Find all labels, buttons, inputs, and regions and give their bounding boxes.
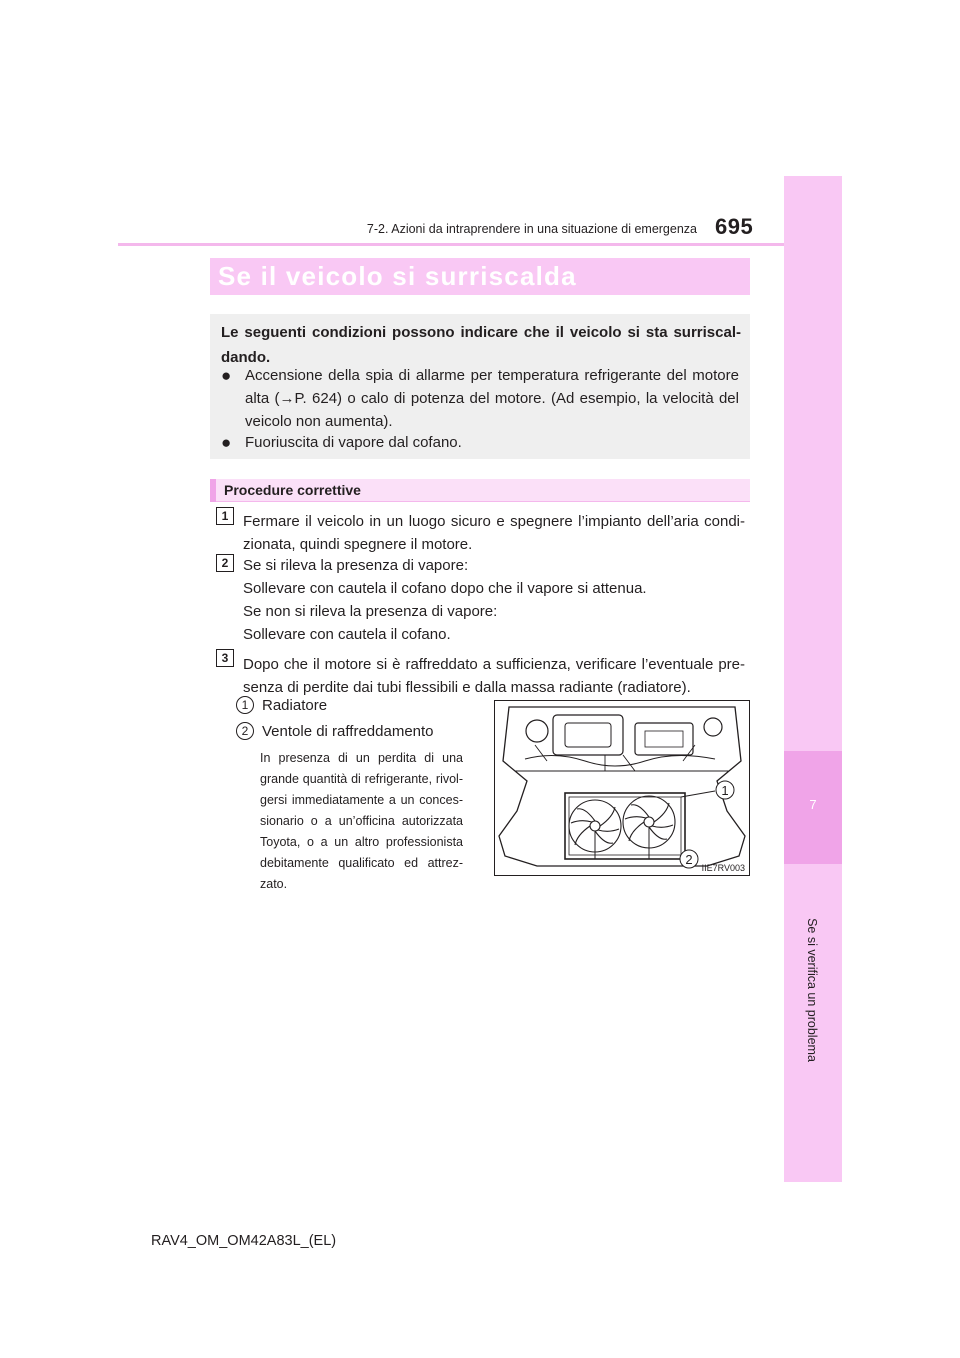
- step-line: Se non si rileva la presenza di vapore:: [243, 603, 498, 620]
- intro-bullet: [221, 364, 741, 436]
- bullet-line: alta (→P. 624) o calo di potenza del motore. (Ad esempio, la velocità del: [245, 390, 739, 407]
- legend-label-radiator: Radiatore: [262, 697, 328, 714]
- step-2-extra-text: [243, 600, 745, 646]
- bullet-line: Fuoriuscita di vapore dal cofano.: [245, 434, 462, 451]
- page-number: 695: [715, 214, 754, 239]
- step-number-1: 1: [216, 507, 234, 525]
- intro-bullet: [221, 431, 741, 455]
- figure-callout-2-label: 2: [685, 852, 693, 867]
- intro-text: [221, 320, 741, 370]
- procedure-heading: Procedure correttive: [224, 482, 361, 498]
- header-divider: [118, 243, 784, 246]
- engine-bay-illustration: [494, 700, 750, 876]
- step-line: Fermare il veicolo in un luogo sicuro e spegnere l’impianto dell’aria condi-: [243, 513, 745, 530]
- bullet-line: Accensione della spia di allarme per temperatura refrigerante del motore: [245, 367, 739, 384]
- legend-label-fans: Ventole di raffreddamento: [262, 723, 434, 740]
- step-number-2: 2: [216, 554, 234, 572]
- side-chapter-title: Se si verifica un problema: [805, 918, 819, 1062]
- bullet-text: [245, 431, 739, 454]
- step-line: senza di perdite dai tubi flessibili e dalla massa radiante (radiatore).: [243, 679, 691, 696]
- step-line: Se si rileva la presenza di vapore:: [243, 557, 469, 574]
- step-1-text: [243, 510, 745, 556]
- step-number-3: 3: [216, 649, 234, 667]
- bullet-icon: ●: [221, 433, 232, 452]
- step-3-text: [243, 653, 745, 699]
- bullet-icon: ●: [221, 366, 232, 385]
- step-line: zionata, quindi spegnere il motore.: [243, 536, 473, 553]
- intro-line: Le seguenti condizioni possono indicare che il veicolo si sta surriscal-dando.: [221, 324, 741, 366]
- side-chapter-number: 7: [809, 797, 817, 812]
- step-line: Sollevare con cautela il cofano.: [243, 626, 451, 643]
- figure-code: IIE7RV003: [701, 863, 745, 873]
- procedure-heading-accent: [210, 479, 216, 502]
- header-section-title: 7-2. Azioni da intraprendere in una situazione di emergenza: [366, 222, 697, 236]
- legend-callout-2: 2: [236, 722, 254, 740]
- bullet-line: veicolo non aumenta).: [245, 413, 393, 430]
- step-2-text: [243, 554, 745, 600]
- side-tab: [784, 176, 842, 751]
- bullet-text: [245, 364, 739, 433]
- legend-callout-1: 1: [236, 696, 254, 714]
- page-title: Se il veicolo si surriscalda: [218, 261, 577, 291]
- step-line: Dopo che il motore si è raffreddato a sufficienza, verificare l’eventuale pre-: [243, 656, 745, 673]
- step-line: Sollevare con cautela il cofano dopo che il vapore si attenua.: [243, 580, 647, 597]
- figure-callout-1-label: 1: [721, 783, 729, 798]
- engine-bay-drawing: [495, 701, 749, 875]
- footer-document-code: RAV4_OM_OM42A83L_(EL): [151, 1233, 337, 1249]
- note-text: In presenza di un perdita di una grande quantità di refrigerante, rivol-gersi immediatamente a un conces-sionario o a un’officina autorizzata Toyota, o a un altro professionista debitamente qualificato ed attrez-zato.: [260, 751, 463, 891]
